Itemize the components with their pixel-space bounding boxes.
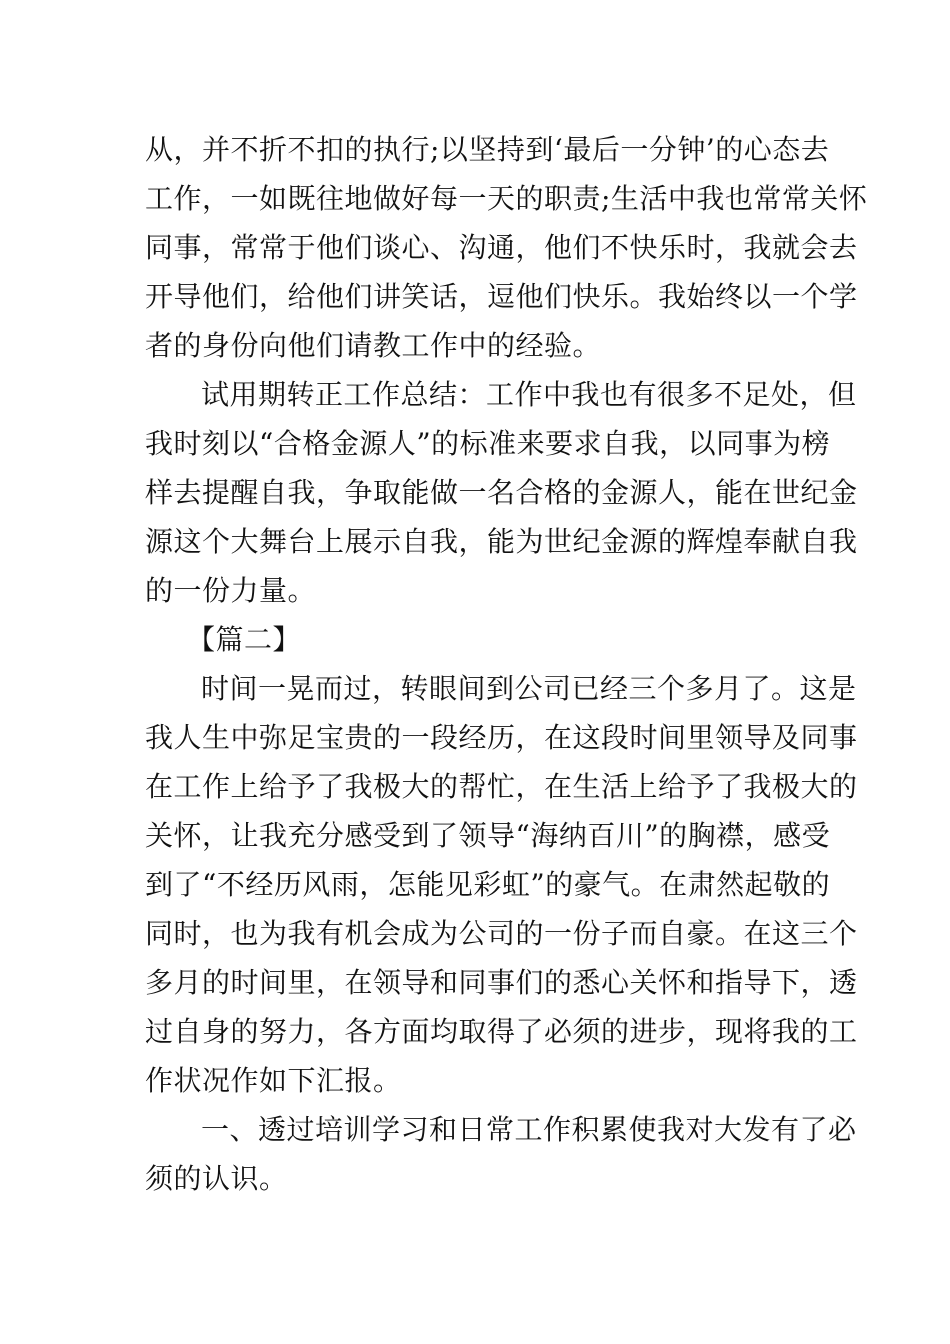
text-line: 到了“不经历风雨，怎能见彩虹”的豪气。在肃然起敬的 [145,868,831,901]
text-line: 源这个大舞台上展示自我，能为世纪金源的辉煌奉献自我 [145,525,858,558]
text-line: 作状况作如下汇报。 [145,1064,402,1097]
text-line: 关怀，让我充分感受到了领导“海纳百川”的胸襟，感受 [145,819,831,852]
text-line: 过自身的努力，各方面均取得了必须的进步，现将我的工 [145,1015,858,1048]
document-body [145,125,868,1203]
text-line: 者的身份向他们请教工作中的经验。 [145,329,602,362]
text-line: 样去提醒自我，争取能做一名合格的金源人，能在世纪金 [145,476,858,509]
text-line: 的一份力量。 [145,574,317,607]
section-heading [145,615,810,664]
text-line: 多月的时间里，在领导和同事们的悉心关怀和指导下，透 [145,966,858,999]
text-line: 同时，也为我有机会成为公司的一份子而自豪。在这三个 [145,917,858,950]
text-line: 一、透过培训学习和日常工作积累使我对大发有了必 [201,1113,857,1146]
paragraph [145,125,868,370]
text-line: 从，并不折不扣的执行;以坚持到‘最后一分钟’的心态去 [145,133,830,166]
text-line: 试用期转正工作总结：工作中我也有很多不足处，但 [201,378,857,411]
text-line: 工作，一如既往地做好每一天的职责;生活中我也常常关怀 [145,182,868,215]
text-line: 在工作上给予了我极大的帮忙，在生活上给予了我极大的 [145,770,858,803]
text-line: 同事，常常于他们谈心、沟通，他们不快乐时，我就会去 [145,231,858,264]
text-line: 时间一晃而过，转眼间到公司已经三个多月了。这是 [201,672,857,705]
paragraph [145,370,858,615]
text-line: 我人生中弥足宝贵的一段经历，在这段时间里领导及同事 [145,721,858,754]
text-line: 须的认识。 [145,1162,288,1195]
text-line: 我时刻以“合格金源人”的标准来要求自我，以同事为榜 [145,427,831,460]
text-line: 开导他们，给他们讲笑话，逗他们快乐。我始终以一个学 [145,280,858,313]
heading-text: 【篇二】 [187,623,302,656]
paragraph [145,664,858,1105]
paragraph [145,1105,857,1203]
